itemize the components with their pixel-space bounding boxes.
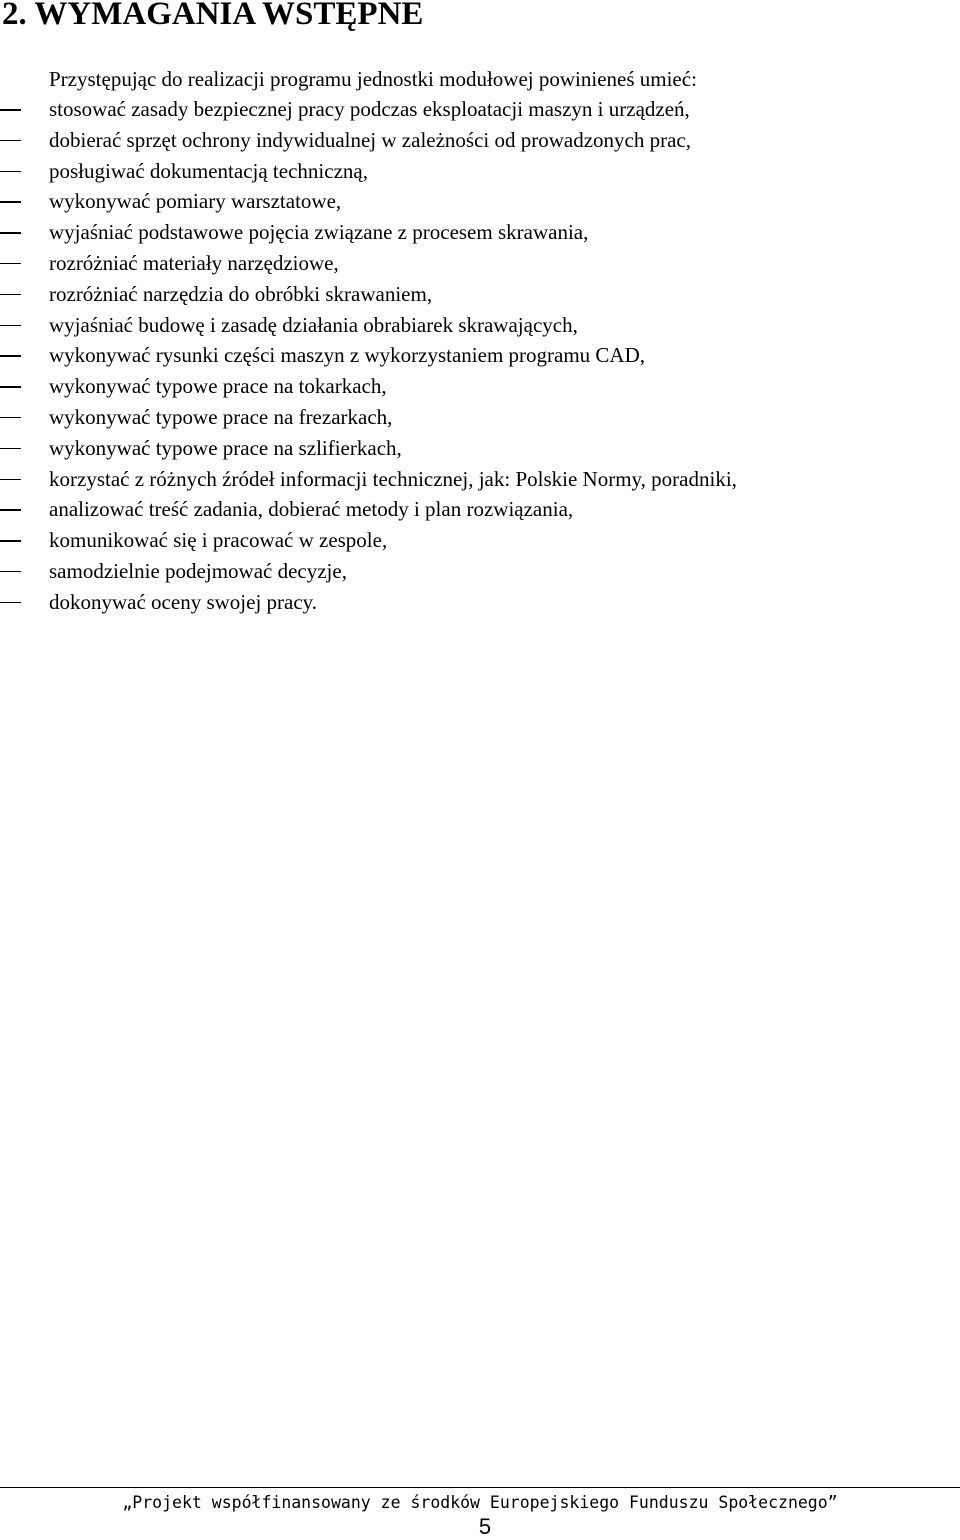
list-item-text: rozróżniać materiały narzędziowe, [49, 250, 339, 275]
dash-bullet-icon [0, 263, 21, 265]
list-item-text: stosować zasady bezpiecznej pracy podczas eksploatacji maszyn i urządzeń, [49, 97, 690, 121]
dash-bullet-icon [0, 109, 21, 111]
dash-bullet-icon [0, 602, 21, 604]
dash-bullet-icon [0, 140, 21, 142]
dash-bullet-icon [0, 201, 21, 203]
dash-bullet-icon [0, 386, 21, 388]
list-item-text: wyjaśniać podstawowe pojęcia związane z procesem skrawania, [49, 220, 589, 245]
list-item-text: dokonywać oceny swojej pracy. [49, 589, 318, 614]
list-item-text: wyjaśniać budowę i zasadę działania obrabiarek skrawających, [49, 312, 578, 337]
list-item-text: dobierać sprzęt ochrony indywidualnej w zależności od prowadzonych prac, [49, 127, 692, 152]
list-item-text: samodzielnie podejmować decyzje, [49, 558, 347, 583]
dash-bullet-icon [0, 171, 21, 173]
list-item-text: komunikować się i pracować w zespole, [49, 528, 388, 553]
list-item-text: analizować treść zadania, dobierać metody i plan rozwiązania, [49, 497, 574, 522]
dash-bullet-icon [0, 232, 21, 234]
dash-bullet-icon [0, 325, 21, 327]
footer-text: „Projekt współfinansowany ze środków Europejskiego Funduszu Społecznego” [122, 1493, 838, 1512]
list-item-text: wykonywać typowe prace na frezarkach, [49, 404, 393, 429]
footer-divider [0, 1487, 960, 1488]
list-item-text: posługiwać dokumentacją techniczną, [49, 158, 368, 183]
list-item-text: wykonywać typowe prace na szlifierkach, [49, 435, 402, 460]
dash-bullet-icon [0, 571, 21, 573]
list-item-text: wykonywać rysunki części maszyn z wykorzystaniem programu CAD, [49, 343, 646, 368]
dash-bullet-icon [0, 509, 21, 511]
list-item-text: wykonywać pomiary warsztatowe, [49, 189, 342, 214]
dash-bullet-icon [0, 479, 21, 481]
dash-bullet-icon [0, 355, 21, 357]
list-item-text: wykonywać typowe prace na tokarkach, [49, 374, 387, 399]
dash-bullet-icon [0, 448, 21, 450]
page-number: 5 [478, 1514, 492, 1539]
list-item-text: korzystać z różnych źródeł informacji technicznej, jak: Polskie Normy, poradniki, [49, 466, 737, 491]
dash-bullet-icon [0, 294, 21, 296]
intro-text: Przystępując do realizacji programu jednostki modułowej powinieneś umieć: [49, 67, 697, 91]
dash-bullet-icon [0, 417, 21, 419]
section-heading: 2. WYMAGANIA WSTĘPNE [2, 0, 424, 32]
list-item-text: rozróżniać narzędzia do obróbki skrawaniem, [49, 281, 433, 306]
dash-bullet-icon [0, 540, 21, 542]
